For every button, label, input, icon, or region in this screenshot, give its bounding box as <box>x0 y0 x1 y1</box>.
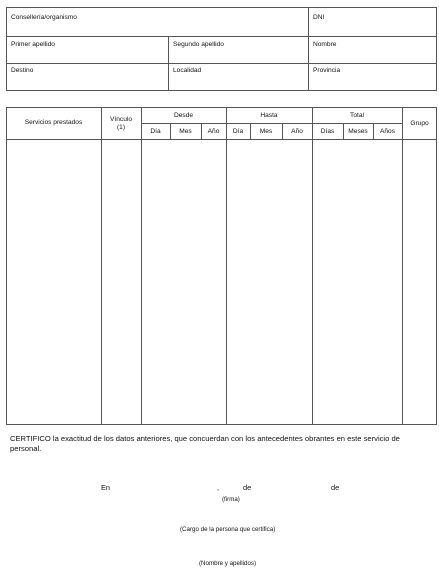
destination-label: Destino <box>11 67 34 74</box>
province-label: Provincia <box>313 67 341 74</box>
services-table-box <box>6 107 437 425</box>
identification-col-divider-dni <box>308 7 309 91</box>
total-days-header: Días <box>320 128 335 135</box>
date-comma: , <box>217 483 220 492</box>
col-divider-group <box>402 107 403 425</box>
from-month-header: Mes <box>179 128 192 135</box>
locality-label: Localidad <box>173 67 202 74</box>
second-surname-label: Segundo apellido <box>173 41 224 48</box>
to-header: Hasta <box>260 112 278 119</box>
dni-label: DNI <box>313 14 325 21</box>
conselleria-label: Consellería/organismo <box>11 14 77 21</box>
total-years-header: Años <box>379 128 396 135</box>
bond-note: (1) <box>116 124 126 131</box>
col-divider-total <box>312 107 313 425</box>
services-header: Servicios prestados <box>24 119 83 126</box>
first-surname-label: Primer apellido <box>11 41 55 48</box>
name-label: Nombre <box>313 41 337 48</box>
col-divider-to <box>226 107 227 425</box>
services-header-bottom-line <box>6 139 437 140</box>
to-day-header: Día <box>232 128 244 135</box>
from-year-header: Año <box>207 128 220 135</box>
identification-row-divider-2 <box>6 63 437 64</box>
position-label: (Cargo de la persona que certifica) <box>180 526 276 533</box>
col-divider-bond <box>101 107 102 425</box>
group-header: Grupo <box>410 120 429 127</box>
from-header: Desde <box>173 112 194 119</box>
to-year-header: Año <box>291 128 303 135</box>
signature-label: (firma) <box>222 496 240 503</box>
place-prefix: En <box>101 483 111 492</box>
certification-text: CERTIFICO la exactitud de los datos anteriores, que concuerdan con los antecedentes obrantes en este servicio de personal. <box>10 434 400 453</box>
total-months-header: Meses <box>348 128 368 135</box>
to-month-header: Mes <box>259 128 273 135</box>
total-header: Total <box>350 112 364 119</box>
name-surname-label: (Nombre y apellidos) <box>199 560 257 567</box>
date-de-1: de <box>243 483 252 492</box>
identification-col-divider-2 <box>168 36 169 91</box>
bond-header: Vínculo <box>110 116 132 123</box>
date-de-2: de <box>331 483 340 492</box>
from-day-header: Día <box>150 128 161 135</box>
services-subheader-line <box>141 123 402 124</box>
col-divider-from <box>141 107 142 425</box>
identification-row-divider-1 <box>6 36 437 37</box>
